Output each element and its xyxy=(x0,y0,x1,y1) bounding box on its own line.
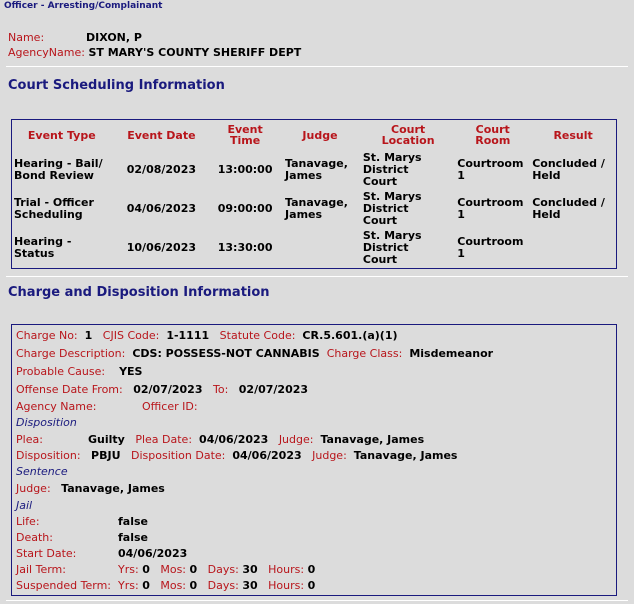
suspended-months-value: 0 xyxy=(189,579,198,592)
agency-name-value: ST MARY'S COUNTY SHERIFF DEPT xyxy=(88,46,302,59)
jail-hours-value: 0 xyxy=(307,563,316,576)
result-cell: Concluded / Held xyxy=(532,156,605,182)
probable-cause-value: YES xyxy=(119,365,143,378)
suspended-term-label: Suspended Term: xyxy=(16,579,112,592)
charge-description-line xyxy=(16,347,493,360)
disposition-judge-value: Tanavage, James xyxy=(353,449,458,462)
cjis-code-label: CJIS Code: xyxy=(102,329,160,342)
col-result: Result xyxy=(553,128,593,142)
table-row xyxy=(12,228,616,267)
charge-class-value: Misdemeanor xyxy=(409,347,494,360)
charge-no-value: 1 xyxy=(84,329,93,342)
room-cell: Courtroom 1 xyxy=(457,156,524,182)
event-time-cell: 13:00:00 xyxy=(217,162,273,176)
divider xyxy=(6,66,628,67)
plea-value: Guilty xyxy=(88,433,125,446)
event-type-cell: Hearing - Status xyxy=(14,234,72,260)
life-line xyxy=(16,515,40,528)
death-label: Death: xyxy=(16,531,53,544)
suspended-hours-value: 0 xyxy=(307,579,316,592)
col-event-date: Event Date xyxy=(127,128,196,142)
jail-heading: Jail xyxy=(16,499,33,512)
court-scheduling-title: Court Scheduling Information xyxy=(8,78,225,93)
disposition-heading: Disposition xyxy=(16,416,77,429)
plea-line xyxy=(16,433,424,446)
result-cell xyxy=(530,228,616,267)
col-judge: Judge xyxy=(302,128,338,142)
judge-cell xyxy=(279,228,361,267)
col-event-time: Event Time xyxy=(227,123,263,147)
col-court-location: Court Location xyxy=(381,123,435,147)
table-row xyxy=(12,150,616,189)
start-date-label: Start Date: xyxy=(16,547,77,560)
event-time-cell: 13:30:00 xyxy=(217,240,273,254)
jail-days-value: 30 xyxy=(242,563,258,576)
agency-officer-line xyxy=(16,400,198,413)
jail-term-label: Jail Term: xyxy=(16,563,66,576)
suspended-term-line xyxy=(16,579,111,592)
probable-cause-label: Probable Cause: xyxy=(16,365,106,378)
event-time-cell: 09:00:00 xyxy=(217,201,273,215)
event-type-cell: Trial - Officer Scheduling xyxy=(14,195,94,221)
suspended-term-values: Yrs: 0 Mos: 0 Days: 30 Hours: 0 xyxy=(118,579,316,592)
disposition-line xyxy=(16,449,457,462)
offense-date-line xyxy=(16,383,308,396)
charge-id-line xyxy=(16,329,398,342)
officer-info xyxy=(8,30,301,60)
sentence-judge-line xyxy=(16,482,165,495)
start-date-line xyxy=(16,547,76,560)
plea-judge-value: Tanavage, James xyxy=(320,433,425,446)
life-value: false xyxy=(118,515,148,528)
divider xyxy=(6,276,628,277)
room-cell: Courtroom 1 xyxy=(457,234,524,260)
judge-cell: Tanavage, James xyxy=(285,156,348,182)
charge-description-value: CDS: POSSESS-NOT CANNABIS xyxy=(132,347,320,360)
col-court-room: Court Room xyxy=(475,123,511,147)
table-row xyxy=(12,189,616,228)
table-header-row xyxy=(12,120,616,150)
offense-date-from-label: Offense Date From: xyxy=(16,383,123,396)
court-scheduling-table-container xyxy=(11,119,617,269)
plea-date-label: Plea Date: xyxy=(135,433,193,446)
jail-years-value: 0 xyxy=(142,563,150,576)
death-value: false xyxy=(118,531,148,544)
plea-judge-label: Judge: xyxy=(278,433,314,446)
death-line xyxy=(16,531,53,544)
start-date-value: 04/06/2023 xyxy=(118,547,188,560)
statute-code-value: CR.5.601.(a)(1) xyxy=(302,329,398,342)
result-cell: Concluded / Held xyxy=(532,195,605,221)
charge-disposition-container xyxy=(11,324,617,596)
event-date-cell: 10/06/2023 xyxy=(126,240,197,254)
officer-id-label: Officer ID: xyxy=(142,400,198,413)
court-scheduling-table xyxy=(12,120,616,267)
plea-date-value: 04/06/2023 xyxy=(199,433,269,446)
sentence-judge-value: Tanavage, James xyxy=(61,482,165,495)
life-label: Life: xyxy=(16,515,40,528)
jail-term-line xyxy=(16,563,66,576)
disposition-label: Disposition: xyxy=(16,449,81,462)
location-cell: St. Marys District Court xyxy=(362,228,422,266)
charge-disposition-title: Charge and Disposition Information xyxy=(8,285,270,300)
jail-term-values: Yrs: 0 Mos: 0 Days: 30 Hours: 0 xyxy=(118,563,316,576)
name-value: DIXON, P xyxy=(86,31,142,44)
event-date-cell: 04/06/2023 xyxy=(126,201,197,215)
suspended-years-value: 0 xyxy=(142,579,150,592)
room-cell: Courtroom 1 xyxy=(457,195,524,221)
charge-description-label: Charge Description: xyxy=(16,347,126,360)
judge-cell: Tanavage, James xyxy=(285,195,348,221)
suspended-days-value: 30 xyxy=(242,579,258,592)
event-type-cell: Hearing - Bail/ Bond Review xyxy=(14,156,103,182)
agency-name-label: AgencyName: xyxy=(8,46,85,59)
cjis-code-value: 1-1111 xyxy=(166,329,210,342)
probable-cause-line xyxy=(16,365,142,378)
charge-class-label: Charge Class: xyxy=(326,347,403,360)
jail-months-value: 0 xyxy=(189,563,198,576)
divider xyxy=(6,600,628,601)
disposition-date-value: 04/06/2023 xyxy=(232,449,302,462)
sentence-judge-label: Judge: xyxy=(16,482,51,495)
charge-no-label: Charge No: xyxy=(16,329,78,342)
col-event-type: Event Type xyxy=(27,128,96,142)
officer-section-title: Officer - Arresting/Complainant xyxy=(4,1,163,11)
location-cell: St. Marys District Court xyxy=(362,189,422,227)
name-label: Name: xyxy=(8,31,45,44)
disposition-date-label: Disposition Date: xyxy=(131,449,226,462)
plea-label: Plea: xyxy=(16,433,43,446)
agency-name-field-label: Agency Name: xyxy=(16,400,97,413)
event-date-cell: 02/08/2023 xyxy=(126,162,197,176)
sentence-heading: Sentence xyxy=(16,465,68,478)
offense-date-to-value: 02/07/2023 xyxy=(238,383,309,396)
offense-date-from-value: 02/07/2023 xyxy=(133,383,203,396)
location-cell: St. Marys District Court xyxy=(362,150,422,188)
statute-code-label: Statute Code: xyxy=(219,329,296,342)
offense-date-to-label: To: xyxy=(212,383,229,396)
disposition-value: PBJU xyxy=(91,449,121,462)
disposition-judge-label: Judge: xyxy=(312,449,347,462)
